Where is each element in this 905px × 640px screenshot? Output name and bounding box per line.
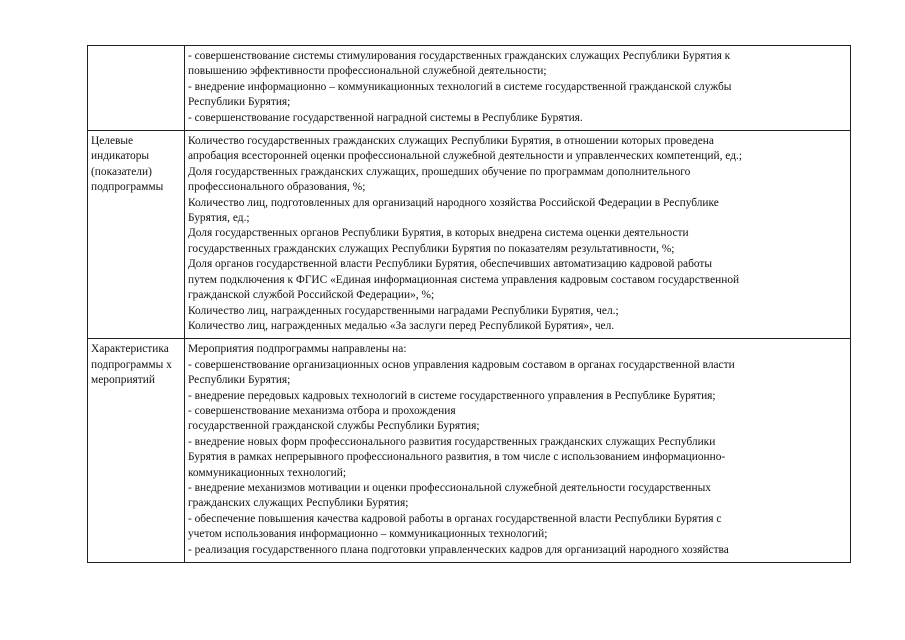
row-content-cell: [184, 46, 850, 131]
row-content-cell: [184, 339, 850, 563]
text-line: Бурятия, ед.;: [187, 212, 250, 225]
text-line: - совершенствование механизма отбора и прохождения: [187, 404, 456, 417]
text-line: Доля государственных гражданских служащих, прошедших обучение по программам дополнительного: [187, 165, 691, 178]
text-line: гражданских служащих Республики Бурятия;: [187, 497, 409, 510]
text-line: - совершенствование государственной наградной системы в Республике Бурятия.: [187, 111, 583, 124]
text-line: Доля органов государственной власти Республики Бурятия, обеспечивших автоматизацию кадровой работы: [187, 258, 713, 271]
row-label-cell: [88, 46, 185, 131]
text-line: путем подключения к ФГИС «Единая информационная система управления кадровым составом государственной: [187, 273, 740, 286]
text-line: - реализация государственного плана подготовки управленческих кадров для организаций народного хозяйства: [187, 543, 729, 556]
table-row: [88, 131, 851, 339]
text-line: Доля государственных органов Республики Бурятия, в которых внедрена система оценки деятельности: [187, 227, 689, 240]
text-line: Количество лиц, награжденных государственными наградами Республики Бурятия, чел.;: [187, 304, 619, 317]
text-line: Количество государственных гражданских служащих Республики Бурятия, в отношении которых проведена: [187, 135, 714, 148]
text-line: - обеспечение повышения качества кадровой работы в органах государственной власти Республики Бурятия с: [187, 512, 722, 525]
row-content-cell: [184, 131, 850, 339]
text-line: - внедрение передовых кадровых технологий в системе государственного управления в Республике Бурятия;: [187, 389, 716, 402]
table-row: [88, 46, 851, 131]
text-line: гражданской службой Российской Федерации», %;: [187, 289, 435, 302]
text-line: коммуникационных технологий;: [187, 466, 347, 479]
table-row: [88, 339, 851, 563]
text-line: - совершенствование системы стимулирования государственных гражданских служащих Республики Бурятия к: [187, 50, 731, 62]
text-line: Количество лиц, подготовленных для организаций народного хозяйства Российской Федерации в Республике: [187, 196, 719, 209]
text-line: Мероприятия подпрограммы направлены на:: [187, 343, 407, 356]
text-line: учетом использования информационно – коммуникационных технологий;: [187, 528, 548, 541]
text-line: государственных гражданских служащих Республики Бурятия по показателям результативности, %;: [187, 242, 675, 255]
text-line: - внедрение механизмов мотивации и оценки профессиональной служебной деятельности государственных: [187, 481, 711, 494]
text-line: Количество лиц, награжденных медалью «За заслуги перед Республикой Бурятия», чел.: [187, 319, 615, 332]
text-line: - внедрение новых форм профессионального развития государственных гражданских служащих Республики: [187, 435, 716, 448]
text-line: государственной гражданской службы Республики Бурятия;: [187, 420, 480, 433]
row-label-cell: Целевые индикаторы (показатели) подпрограммы: [88, 131, 185, 339]
document-table: [87, 45, 851, 563]
text-line: - внедрение информационно – коммуникационных технологий в системе государственной гражданской службы: [187, 80, 732, 93]
text-line: Бурятия в рамках непрерывного профессионального развития, в том числе с использованием информационно-: [187, 451, 726, 464]
text-line: апробация всесторонней оценки профессиональной служебной деятельности и управленческих компетенций, ед.;: [187, 150, 742, 163]
text-line: Республики Бурятия;: [187, 96, 291, 109]
text-line: повышению эффективности профессиональной служебной деятельности;: [187, 65, 547, 78]
text-line: профессионального образования, %;: [187, 181, 366, 194]
row-label-cell: Характеристика подпрограммы х мероприятий: [88, 339, 185, 563]
text-line: Республики Бурятия;: [187, 374, 291, 387]
text-line: - совершенствование организационных основ управления кадровым составом в органах государственной власти: [187, 358, 735, 371]
